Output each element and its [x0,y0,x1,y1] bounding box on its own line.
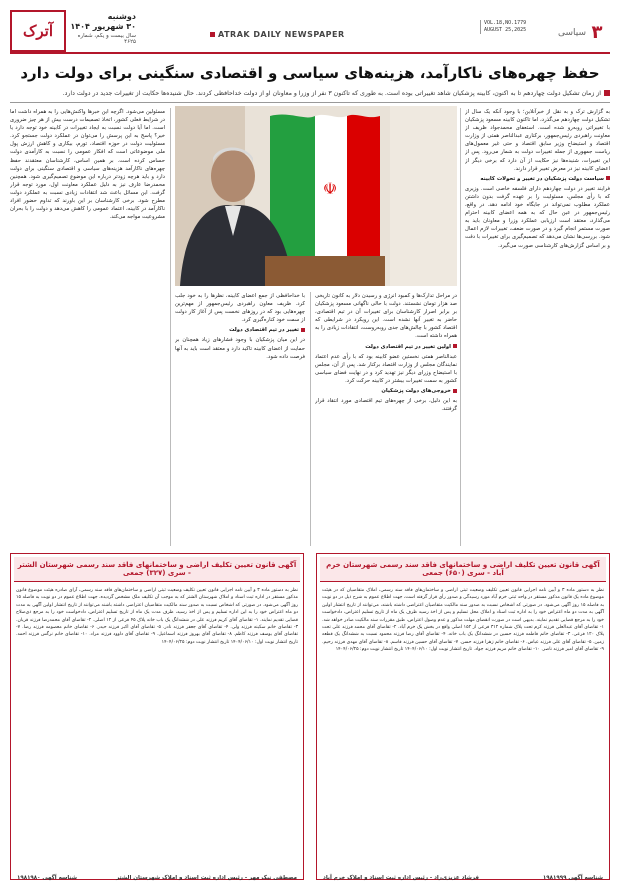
column-divider [170,108,171,546]
main-photo [175,106,457,286]
article-column-right [465,108,610,546]
article-paragraph: با خداحافظی از جمع اعضای کابینه، نظرها را به خود جلب کرد. ظریف معاون راهبردی رئیس‌جمهور از مهم‌ترین چهره‌هایی بود که در روزهای نخست پس از آغاز کار دولت از سمت خود کناره‌گیری کرد. [175,293,305,324]
paper-name-text: ATRAK DAILY NEWSPAPER [218,30,345,39]
notice-signatory: مصطفی نیک مهر - رئیس اداره ثبت اسناد و املاک شهرستان الشتر [116,875,297,881]
issue-number: سال بیست و یکم، شماره ۴۶۲۵ [77,33,136,45]
page-number: ۳ [591,22,603,43]
paper-name [210,30,345,39]
volume-info [480,20,554,34]
article-subheading-text: خروجی‌های دولت پزشکیان [381,388,451,395]
section-label: سیاسی [558,28,587,38]
notice-signatory: فرشاد عزیزی‌راد - رئیس اداره ثبت اسناد و املاک خرم آباد [323,875,479,881]
english-date-line: AUGUST 25,2025 [484,27,527,33]
square-bullet-icon [453,389,457,393]
square-bullet-icon [301,328,305,332]
lead-text: از زمان تشکیل دولت چهاردهم تا به اکنون، کابینه پزشکیان شاهد تغییراتی بوده است. به طوری که تاکنون ۳ نفر از وزرا و معاونان او از دولت خداحافظی کردند. حال شنیده‌ها حکایت از تغییرات جدید در دولت دارد. [62,90,601,97]
notice-title: آگهی قانون تعیین تکلیف اراضی و ساختمانهای فاقد سند رسمی شهرستان خرم آباد - سری (۶۵۰) جمعی [320,557,606,582]
column-divider [460,108,461,546]
article-paragraph: به گزارش ترک و به نقل از خبرآنلاین؛ با وجود آنکه یک سال از تشکیل دولت چهاردهم می‌گذرد، اما تاکنون کابینه مسعود پزشکیان با تغییراتی روبه‌رو شده است. استعفای محمدجواد ظریف از معاونت راهبردی رئیس‌جمهور، برکناری عبدالناصر همتی از وزارت اقتصاد و استیضاح وزیر سابق اقتصاد و حتی غیر‌ معمول‌های ریاست جمهوری از جمله تغییرات دولت به شمار می‌رود. پس از این تغییرات، شنیده‌ها نیز حکایت از آن دارد که برخی دیگر از اعضای کابینه نیز در معرض تغییر قرار دارند. [465,109,610,172]
page-header [10,8,610,54]
lead-paragraph [10,90,610,103]
article-paragraph: در مراحل تدارک‌ها و کمبود انرژی و رسیدن دلار به کانون تاریخی صد هزار تومان نشستند. دولت با حالی ناگهانی مسعود پزشکیان بر برابر اصرار کارشناسان برای تغییرات آن در تیم اقتصادی، حاضر به تغییر آنها نشده است. این رویکرد در شرایطی که اقتصاد کشور با چالش‌های جدی روبه‌روست، انتقادات زیادی را به همراه داشته است. [315,293,457,340]
notice-id: شناسه آگهی ۱۹۸۱۹۸۰ [17,875,78,881]
article-subheading-text: اولین تغییر در تیم اقتصادی دولت [365,343,451,350]
notice-body: نظر به دستور ماده ۳ و آیین نامه اجرایی قانون تعیین تکلیف وضعیت ثبتی اراضی و ساختمان‌های فاقد سند رسمی، املاک متقاضیان که در هیئت موضوع ماده یک قانون مذکور مستقر در واحد ثبتی خرم آباد مورد رسیدگی و صدور رأی قرار گرفته است، جهت اطلاع عموم به شرح ذیل در دو نوبت به فاصله ۱۵ روز آگهی می‌شود. در صورتی که اشخاص نسبت به صدور سند مالکیت متقاضیان اعتراضی داشته باشند، می‌توانند از تاریخ انتشار اولین آگهی به مدت دو ماه اعتراض خود را به اداره ثبت اسناد و املاک محل تسلیم و پس از اخذ رسید ظرف یک ماه از تاریخ تسلیم اعتراض، دادخواست خود را به مرجع قضایی تقدیم نمایند. بدیهی است در صورت انقضای مهلت مذکور و عدم وصول اعتراض، طبق مقررات سند مالکیت صادر خواهد شد. ۱- تقاضای آقای عبدالعلی فرزند کرم تحت پلاک شماره ۳۱۲ فرعی از ۱۵۲ اصلی واقع در بخش یک خرم آباد. ۲- تقاضای آقای محمد فرزند علی تحت پلاک ۱۲۰ فرعی. ۳- تقاضای خانم فاطمه فرزند حسین در ششدانگ یک باب خانه. ۴- تقاضای آقای رضا فرزند محمود نسبت به ششدانگ یک قطعه زمین. ۵- تقاضای آقای علی فرزند عباس. ۶- تقاضای خانم زهرا فرزند حسن. ۷- تقاضای آقای حسین فرزند قاسم. ۸- تقاضای آقای مهدی فرزند رحیم. ۹- تقاضای آقای امیر فرزند ناصر. ۱۰- تقاضای خانم مریم فرزند جواد. تاریخ انتشار نوبت اول: ۱۴۰۴/۰۶/۱۰ تاریخ انتشار نوبت دوم: ۱۴۰۴/۰۶/۲۵ [322,588,605,653]
newspaper-page [10,8,610,881]
column-divider [310,292,311,546]
article-subheading [315,343,457,351]
article-paragraph: مسئولین می‌شود. اگرچه این خبرها واکنش‌هایی را به همراه داشت اما در شرایط فعلی کشور، اتخاذ تصمیمات درست بیش از هر چیز ضروری است. اما آیا دولت نسبت به ایجاد تغییرات در کابینه خود توجه دارد یا خیر؟ پاسخ به این پرسش را می‌توان در عملکرد دولت جستجو کرد. مسئولیت دولت در حوزه اقتصاد، تورم، بیکاری و کاهش ارزش پول ملی موضوعاتی است که افکار عمومی را نسبت به کارآمدی دولت حساس کرده است. بر همین اساس، کارشناسان معتقدند حفظ چهره‌های ناکارآمد هزینه‌های سیاسی و اقتصادی سنگینی برای دولت دارد و باید هرچه زودتر درباره این موضوع تصمیم‌گیری شود. همچنین محمدرضا عارف نیز به دلیل عملکرد معاونت اول، مورد توجه قرار گرفت. این مسائل باعث شد انتقادات زیادی نسبت به عملکرد دولت مطرح شود. برخی کارشناسان بر این باورند که تداوم حضور افراد ناکارآمد در کابینه، اعتماد عمومی را کاهش می‌دهد و دولت را با بحران مشروعیت مواجه می‌کند. [10,109,165,221]
square-bullet-icon [210,32,215,37]
president-photo-illustration [175,106,457,286]
article-paragraph: به این دلیل، برخی از چهره‌های تیم اقتصادی مورد انتقاد قرار گرفتند. [315,398,457,413]
issue-day: دوشنبه [107,12,136,21]
legal-notice-left [10,553,304,880]
article-column-left [10,108,165,546]
article-column-middle [315,292,457,546]
article-subheading [175,326,305,334]
square-bullet-icon [453,344,457,348]
newspaper-logo[interactable]: آترک [10,10,66,52]
main-headline[interactable]: حفظ چهره‌های ناکارآمد، هزینه‌های سیاسی و اقتصادی سنگینی برای دولت دارد [20,64,600,82]
notice-id: شناسه آگهی ۱۹۸۱۹۹۹ [542,875,603,881]
volume-line: VOL.18,NO.1779 [484,20,527,26]
legal-notice-right [316,553,610,880]
article-paragraph: در این میان پزشکیان با وجود فشارهای زیاد همچنان بر حمایت از اعضای کابینه تاکید دارد و معتقد است باید به آنها فرصت داده شود. [175,337,305,360]
square-bullet-icon [604,90,610,96]
notice-body: نظر به دستور ماده ۳ و آیین نامه اجرایی قانون تعیین تکلیف وضعیت ثبتی اراضی و ساختمان‌های فاقد سند رسمی، آرای صادره هیئت موضوع قانون مذکور مستقر در اداره ثبت اسناد و املاک شهرستان الشتر که به موجب آن تکلیف ملک مشخص گردیده، جهت اطلاع عموم در دو نوبت به فاصله ۱۵ روز آگهی می‌شود. در صورتی که اشخاص نسبت به صدور سند مالکیت متقاضیان اعتراضی داشته باشند می‌توانند از تاریخ انتشار اولین آگهی به مدت دو ماه اعتراض خود را به این اداره تسلیم و پس از اخذ رسید، ظرف مدت یک ماه از تاریخ تسلیم اعتراض، دادخواست خود را به مرجع ذی‌صلاح قضایی تقدیم نمایند. ۱- تقاضای آقای کریم فرزند علی در ششدانگ یک باب خانه پلاک ۴۵ فرعی از ۱۲ اصلی. ۲- تقاضای آقای محمدرضا فرزند قربان. ۳- تقاضای خانم سکینه فرزند ولی. ۴- تقاضای آقای جعفر فرزند نادر. ۵- تقاضای آقای اکبر فرزند حیدر. ۶- تقاضای خانم معصومه فرزند رضا. ۷- تقاضای آقای یوسف فرزند کاظم. ۸- تقاضای آقای بهروز فرزند اسماعیل. ۹- تقاضای آقای داوود فرزند مراد. ۱۰- تقاضای خانم نرگس فرزند احمد. تاریخ انتشار نوبت اول: ۱۴۰۴/۰۶/۱۰ تاریخ انتشار نوبت دوم: ۱۴۰۴/۰۶/۲۵ [16,588,299,645]
issue-date: ۳۰ شهریور ۱۴۰۴ [70,22,136,31]
article-paragraph: فرایند تغییر در دولت چهاردهم دارای فلسفه خاصی است. وزیری که با رأی مجلس، مسئولیت را بر عهده گرفت بدون داشتن عملکرد مطلوب نمی‌تواند در جایگاه خود ادامه دهد. در واقع، رئیس‌جمهور در عین حال که به همه اعضای کابینه احترام می‌گذارد، معتقد است ارزیابی عملکرد وزرا و معاونان باید به صورت مستمر انجام گیرد و در صورت ضعف، تغییرات لازم اعمال شود. بررسی‌ها نشان می‌دهد که تصمیم‌گیری برای تغییرات با دقت و بر اساس گزارش‌های کارشناسی صورت می‌گیرد. [465,185,610,249]
article-subheading [465,175,610,183]
article-column-center [175,292,305,546]
article-paragraph: عبدالناصر همتی نخستین عضو کابینه بود که با رأی عدم اعتماد نمایندگان مجلس از وزارت اقتصاد برکنار شد. پس از آن، مجلس با استیضاح وزرای دیگر نیز تهدید کرد و در نهایت فضای سیاسی کشور به سمت تغییرات بیشتر در کابینه حرکت کرد. [315,353,457,384]
svg-text:☫: ☫ [322,179,338,198]
article-subheading-text: تغییر در تیم اقتصادی دولت [229,327,299,334]
article-subheading [315,387,457,395]
notice-title: آگهی قانون تعیین تکلیف اراضی و ساختمانهای فاقد سند رسمی شهرستان الشتر - سری (۳۲۷) جمعی [14,557,300,582]
square-bullet-icon [606,176,610,180]
article-subheading-text: سیاست دولت پزشکیان در تغییر و تحولات کابینه [480,175,604,182]
